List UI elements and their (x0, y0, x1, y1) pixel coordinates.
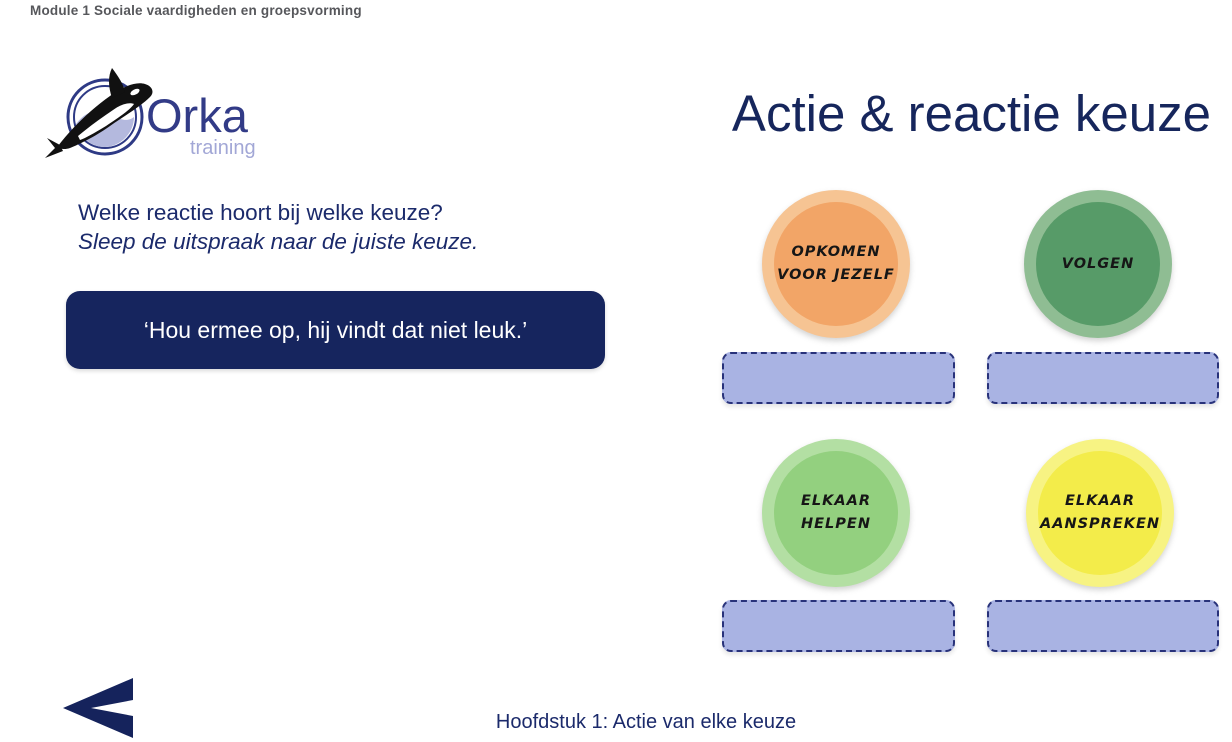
slide-title: Actie & reactie keuze (731, 85, 1211, 142)
choice-label-line2: HELPEN (801, 516, 871, 532)
choice-circle-opkomen-voor-jezelf (762, 190, 910, 338)
choice-label-line2: VOOR JEZELF (777, 267, 895, 283)
chapter-footer: Hoofdstuk 1: Actie van elke keuze (495, 711, 797, 733)
choice-circle-inner (1036, 202, 1160, 326)
choice-label-line2: AANSPREKEN (1040, 516, 1160, 532)
choice-label-line1: OPKOMEN (791, 244, 881, 260)
drop-zone-opkomen-voor-jezelf[interactable] (722, 352, 955, 404)
module-header: Module 1 Sociale vaardigheden en groepsvorming (30, 3, 362, 18)
statement-text: ‘Hou ermee op, hij vindt dat niet leuk.’ (143, 316, 528, 343)
choice-label-line1: ELKAAR (1065, 493, 1135, 509)
choice-label-line1: VOLGEN (1061, 255, 1135, 272)
choice-circle-elkaar-aanspreken (1026, 439, 1174, 587)
choice-label-line1: ELKAAR (801, 493, 871, 509)
question-text: Welke reactie hoort bij welke keuze? (78, 200, 443, 225)
drop-zone-volgen[interactable] (987, 352, 1219, 404)
instruction-text: Sleep de uitspraak naar de juiste keuze. (78, 229, 479, 254)
orca-logo-graphic (42, 58, 262, 166)
drop-zone-elkaar-helpen[interactable] (722, 600, 955, 652)
choice-circle-volgen (1024, 190, 1172, 338)
drop-zone-elkaar-aanspreken[interactable] (987, 600, 1219, 652)
choice-circle-elkaar-helpen (762, 439, 910, 587)
question-block (78, 198, 478, 256)
logo-sub-text: training (190, 137, 256, 159)
choice-circle-inner (774, 451, 898, 575)
choice-circle-inner (774, 202, 898, 326)
draggable-statement-card[interactable] (66, 291, 605, 369)
orka-logo (42, 58, 262, 166)
logo-brand-text: Orka (146, 89, 248, 142)
choice-circle-inner (1038, 451, 1162, 575)
